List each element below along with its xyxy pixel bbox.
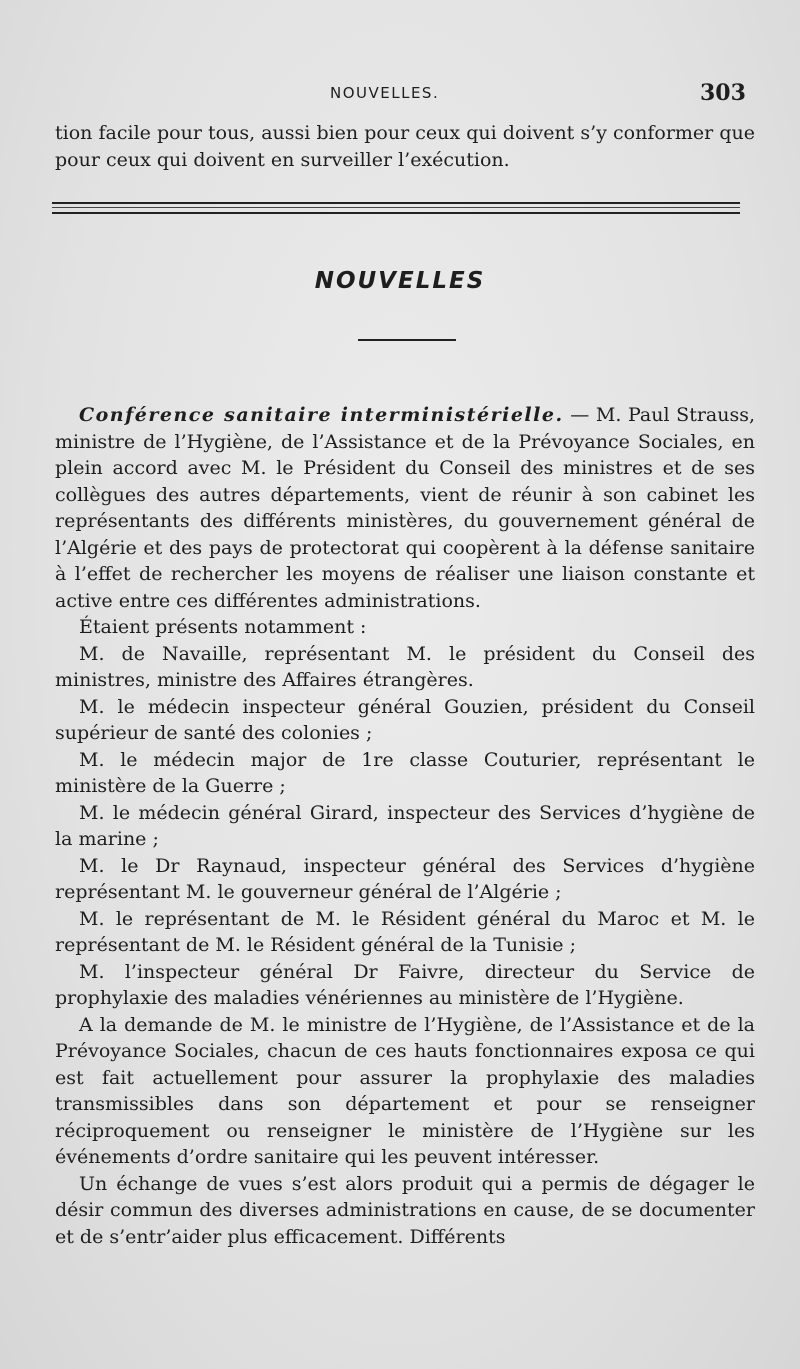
present-intro: Étaient présents notamment : (79, 616, 367, 638)
body-paragraph: A la demande de M. le ministre de l’Hygiène, de l’Assistance et de la Prévoyance Sociales, chacun de ces hauts fonctionnaires exposa ce qui est fait actuellement pour assurer la prophylaxie des maladies transmissibles dans son département et pour se renseigner réciproquement ou renseigner le ministère de l’Hygiène sur les événements d’ordre sanitaire qui les peuvent intéresser. (55, 1013, 755, 1168)
attendee-item: M. le médecin inspecteur général Gouzien, président du Conseil supérieur de santé des colonies ; (55, 695, 755, 744)
page-number: 303 (700, 80, 746, 106)
attendee-item: M. le médecin major de 1re classe Couturier, représentant le ministère de la Guerre ; (55, 748, 755, 797)
article-lead: M. Paul Strauss, ministre de l’Hygiène, de l’Assistance et de la Prévoyance Sociales, en plein accord avec M. le Président du Conseil des ministres et de ses collègues des autres départements, vient de réunir à son cabinet les représentants des différents ministères, du gouvernement général de l’Algérie et des pays de protectorat qui coopèrent à la défense sanitaire à l’effet de rechercher les moyens de réaliser une liaison constante et active entre ces différentes administrations. (55, 404, 756, 612)
section-divider (52, 202, 740, 214)
attendee-item: M. le représentant de M. le Résident général du Maroc et M. le représentant de M. le Résident général de la Tunisie ; (55, 907, 755, 956)
running-title: NOUVELLES. (330, 84, 440, 102)
attendee-item: M. de Navaille, représentant M. le président du Conseil des ministres, ministre des Affaires étrangères. (55, 642, 755, 691)
carryover-paragraph (55, 120, 755, 173)
carryover-text: tion facile pour tous, aussi bien pour ceux qui doivent s’y conformer que pour ceux qui doivent en surveiller l’exécution. (55, 122, 755, 171)
article-title: Conférence sanitaire interministérielle. (79, 404, 564, 426)
article-body (55, 402, 755, 1250)
title-dash: — (570, 404, 590, 426)
section-title: NOUVELLES (314, 268, 486, 294)
attendee-item: M. l’inspecteur général Dr Faivre, directeur du Service de prophylaxie des maladies vénériennes au ministère de l’Hygiène. (55, 960, 755, 1009)
title-underline (358, 339, 456, 341)
attendee-item: M. le médecin général Girard, inspecteur des Services d’hygiène de la marine ; (55, 801, 755, 850)
running-header (0, 78, 800, 110)
body-paragraph: Un échange de vues s’est alors produit qui a permis de dégager le désir commun des diverses administrations en cause, de se documenter et de s’entr’aider plus efficacement. Différents (55, 1172, 755, 1248)
article-lead-paragraph (55, 402, 755, 614)
attendee-item: M. le Dr Raynaud, inspecteur général des Services d’hygiène représentant M. le gouverneur général de l’Algérie ; (55, 854, 755, 903)
